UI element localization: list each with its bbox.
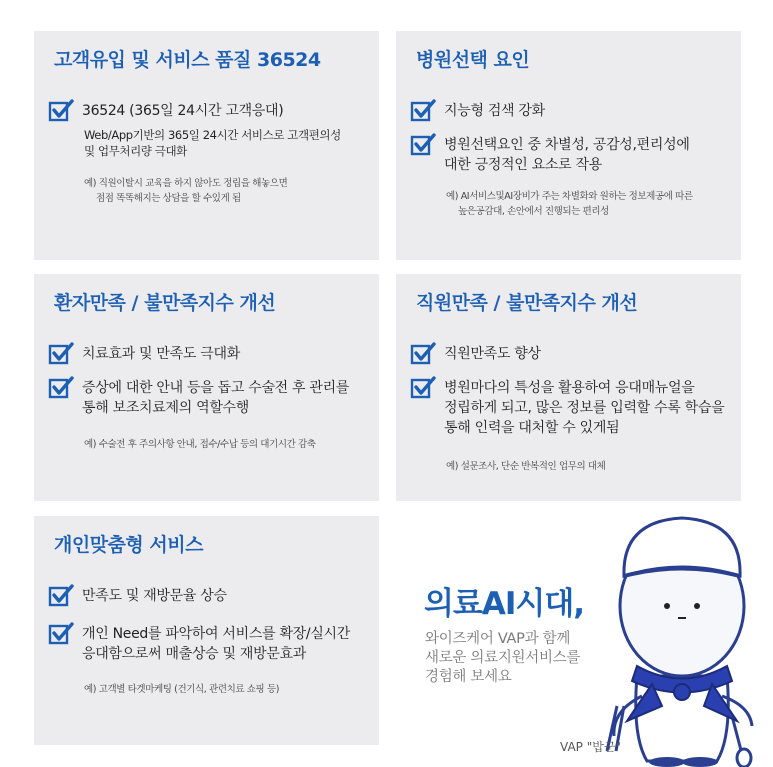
card-hospital-selection: [396, 31, 741, 260]
note-line: 예) 설문조사, 단순 반복적인 업무의 대체: [446, 461, 606, 472]
card-patient-satisfaction: [34, 274, 379, 501]
sub-line: Web/App기반의 365일 24시간 서비스로 고객편의성: [84, 128, 341, 142]
sub-description: [84, 127, 341, 159]
item-text: 만족도 및 재방문율 상승: [82, 588, 227, 604]
example-note: [446, 189, 693, 219]
check-icon: [48, 99, 74, 123]
mascot-illustration: [592, 505, 772, 767]
example-note: [84, 176, 287, 206]
item-text: 지능형 검색 강화: [444, 103, 545, 119]
check-icon: [48, 584, 74, 608]
list-item: [48, 344, 240, 366]
item-text: 36524 (365일 24시간 고객응대): [82, 103, 284, 119]
example-note: [84, 437, 316, 452]
note-line: 예) AI서비스및AI장비가 주는 차별화와 원하는 정보제공에 따른: [446, 191, 693, 202]
list-item: [48, 378, 349, 418]
card-personalized-service: [34, 516, 379, 745]
note-line: 높은공감대, 손안에서 진행되는 편리성: [458, 206, 609, 217]
check-icon: [48, 342, 74, 366]
promo-line: 경험해 보세요: [425, 669, 512, 685]
mascot-caption: VAP "밥군": [560, 740, 621, 754]
card-employee-satisfaction: [396, 274, 741, 501]
list-item: [410, 135, 690, 175]
note-line: 점점 똑똑해지는 상담을 할 수있게 됨: [96, 193, 241, 204]
list-item: [410, 101, 545, 123]
item-text: 개인 Need를 파악하여 서비스를 확장/실시간 응대함으로써 매출상승 및 재방문효과: [82, 626, 350, 662]
note-line: 예) 직원이탈시 교육을 하지 않아도 정립을 해놓으면: [84, 178, 288, 189]
list-item: [410, 378, 724, 438]
promo-title: 의료AI시대,: [424, 586, 585, 622]
check-icon: [410, 376, 436, 400]
list-item: [410, 344, 541, 366]
check-icon: [48, 376, 74, 400]
example-note: [446, 459, 605, 474]
item-text: 증상에 대한 안내 등을 돕고 수술전 후 관리를 통해 보조치료제의 역할수행: [82, 380, 350, 416]
item-text: 치료효과 및 만족도 극대화: [82, 346, 240, 362]
card-title: 고객유입 및 서비스 품질 36524: [54, 49, 321, 71]
sub-line: 및 업무처리량 극대화: [84, 144, 187, 158]
note-line: 예) 수술전 후 주의사항 안내, 접수/수납 등의 대기시간 감축: [84, 439, 316, 450]
card-customer-inflow: [34, 31, 379, 260]
list-item: [48, 586, 227, 608]
check-icon: [410, 342, 436, 366]
list-item: [48, 101, 283, 123]
note-line: 예) 고객별 타겟마케팅 (건기식, 관련치료 쇼핑 등): [84, 684, 280, 695]
item-text: 직원만족도 향상: [444, 346, 541, 362]
card-title: 환자만족 / 불만족지수 개선: [54, 292, 276, 314]
check-icon: [48, 622, 74, 646]
example-note: [84, 682, 279, 697]
promo-line: 와이즈케어 VAP과 함께: [425, 631, 571, 647]
card-title: 병원선택 요인: [416, 49, 530, 71]
card-title: 개인맞춤형 서비스: [54, 534, 203, 556]
item-text: 병원선택요인 중 차별성, 공감성,편리성에 대한 긍정적인 요소로 작용: [444, 137, 690, 173]
promo-line: 새로운 의료지원서비스를: [425, 650, 581, 666]
card-title: 직원만족 / 불만족지수 개선: [416, 292, 638, 314]
check-icon: [410, 133, 436, 157]
item-text: 병원마다의 특성을 활용하여 응대매뉴얼을 정립하게 되고, 많은 정보를 입력할 수록 학습을 통해 인력을 대처할 수 있게됨: [444, 380, 725, 436]
check-icon: [410, 99, 436, 123]
list-item: [48, 624, 350, 664]
